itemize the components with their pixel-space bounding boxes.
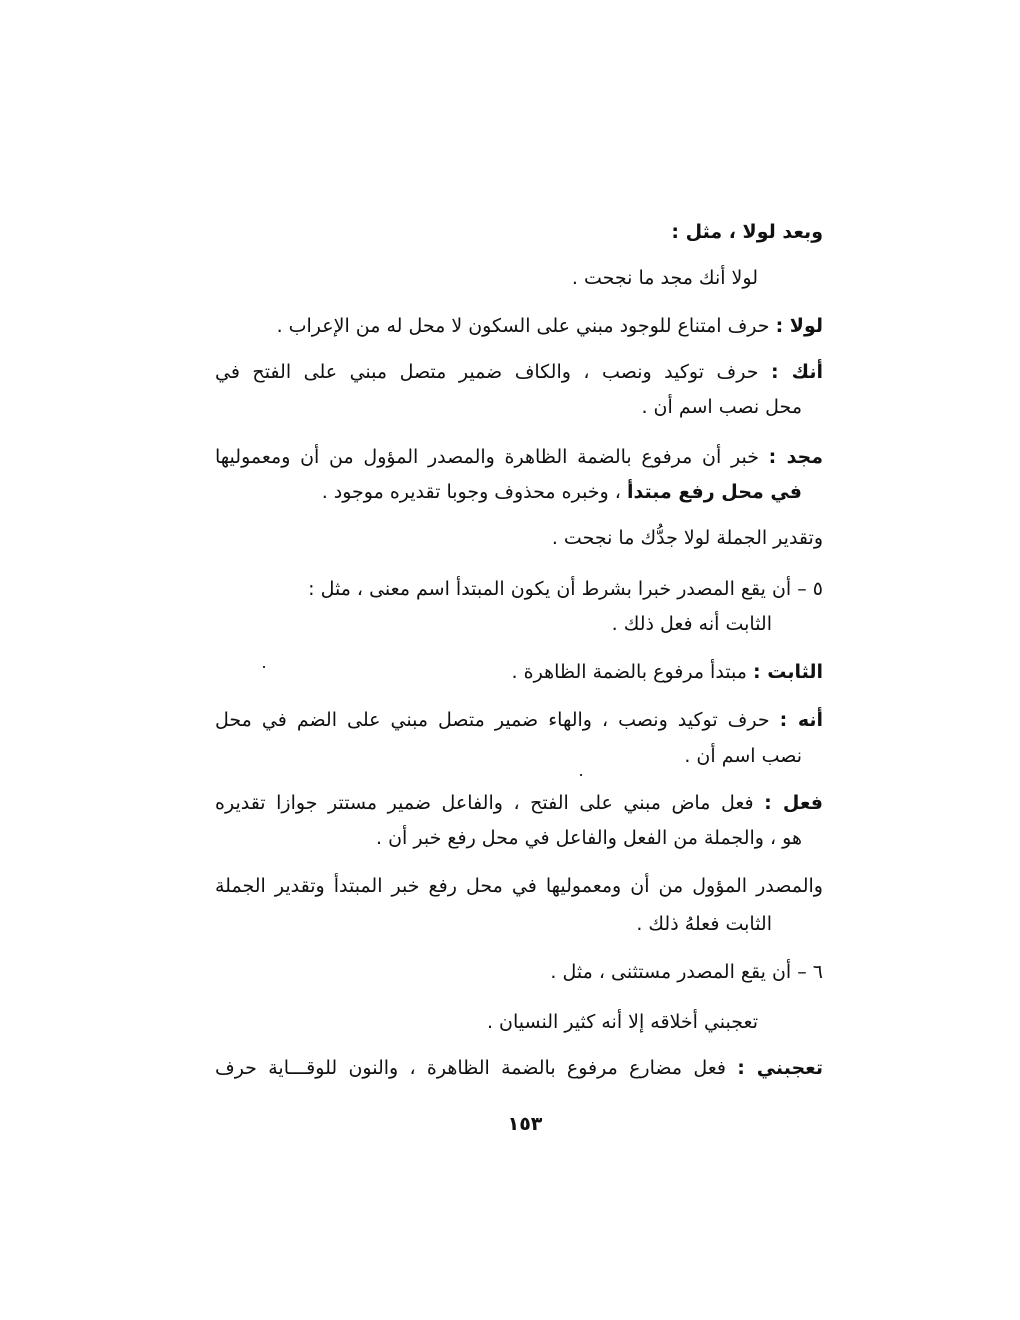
line-text: حرف توكيد ونصب ، والكاف ضمير متصل مبني على الفتح في: [215, 361, 771, 383]
line-text: خبر أن مرفوع بالضمة الظاهرة والمصدر المؤول من أن ومعموليها: [215, 446, 769, 468]
scan-speck: [580, 774, 582, 776]
parsing-line-mujid-cont: [322, 480, 802, 504]
line-lead: الثابت :: [753, 661, 823, 683]
parsing-line-lawla: [277, 314, 823, 338]
intro-example-heading: [671, 220, 823, 244]
line-text: نصب اسم أن .: [684, 745, 802, 767]
line-lead: تعجبني :: [737, 1057, 823, 1079]
line-lead: في محل رفع مبتدأ: [626, 481, 802, 503]
parsing-line-faala: [215, 791, 823, 815]
line-text: هو ، والجملة من الفعل والفاعل في محل رفع خبر أن .: [376, 827, 802, 849]
scan-speck: [263, 666, 265, 668]
parsing-line-mujid: [215, 445, 823, 469]
line-lead: أنه :: [779, 709, 824, 731]
line-text: ٦ – أن يقع المصدر مستثنى ، مثل .: [550, 961, 823, 983]
rule-five-example: [612, 612, 772, 636]
parsing-line-thabit: [512, 660, 823, 684]
line-lead: وبعد لولا ، مثل :: [671, 221, 823, 243]
line-text: محل نصب اسم أن .: [641, 396, 802, 418]
example-sentence: [572, 266, 758, 290]
parsing-line-tujibuni: [215, 1056, 823, 1080]
line-text: الثابت أنه فعل ذلك .: [611, 613, 772, 635]
line-text: فعل ماض مبني على الفتح ، والفاعل ضمير مستتر جوازا تقديره: [215, 792, 765, 814]
parsing-line-annaka: [215, 360, 823, 384]
masdar-explanation: [215, 874, 823, 898]
line-lead: أنك :: [770, 361, 823, 383]
line-text: حرف توكيد ونصب ، والهاء ضمير متصل مبني على الضم في محل: [215, 709, 780, 731]
line-lead: فعل :: [764, 792, 823, 814]
line-text: الثابت فعلهُ ذلك .: [636, 913, 772, 935]
line-text: فعل مضارع مرفوع بالضمة الظاهرة ، والنون للوقـــاية حرف: [215, 1057, 738, 1079]
masdar-explanation-cont: [636, 912, 772, 936]
line-text: حرف امتناع للوجود مبني على السكون لا محل له من الإعراب .: [276, 315, 776, 337]
parsing-line-annaka-cont: [641, 395, 802, 419]
line-text: مبتدأ مرفوع بالضمة الظاهرة .: [511, 661, 753, 683]
line-text: تعجبني أخلاقه إلا أنه كثير النسيان .: [486, 1011, 758, 1033]
line-text: لولا أنك مجد ما نجحت .: [571, 267, 758, 289]
line-text: والمصدر المؤول من أن ومعموليها في محل رفع خبر المبتدأ وتقدير الجملة: [215, 875, 823, 897]
parsing-line-faala-cont: [376, 826, 802, 850]
parsing-line-annahu-cont: [684, 744, 802, 768]
line-lead: مجد :: [768, 446, 823, 468]
parsing-line-annahu: [215, 708, 823, 732]
line-text: وتقدير الجملة لولا جدُّك ما نجحت .: [551, 527, 823, 549]
page-number: ١٥٣: [507, 1113, 543, 1135]
line-text: ٥ – أن يقع المصدر خبرا بشرط أن يكون المبتدأ اسم معنى ، مثل :: [308, 578, 823, 600]
rule-six-example: [487, 1010, 758, 1034]
sentence-estimate: [552, 526, 823, 550]
line-text: ، وخبره محذوف وجوبا تقديره موجود .: [321, 481, 627, 503]
rule-six: [550, 960, 823, 984]
rule-five: [308, 577, 823, 601]
line-lead: لولا :: [775, 315, 823, 337]
